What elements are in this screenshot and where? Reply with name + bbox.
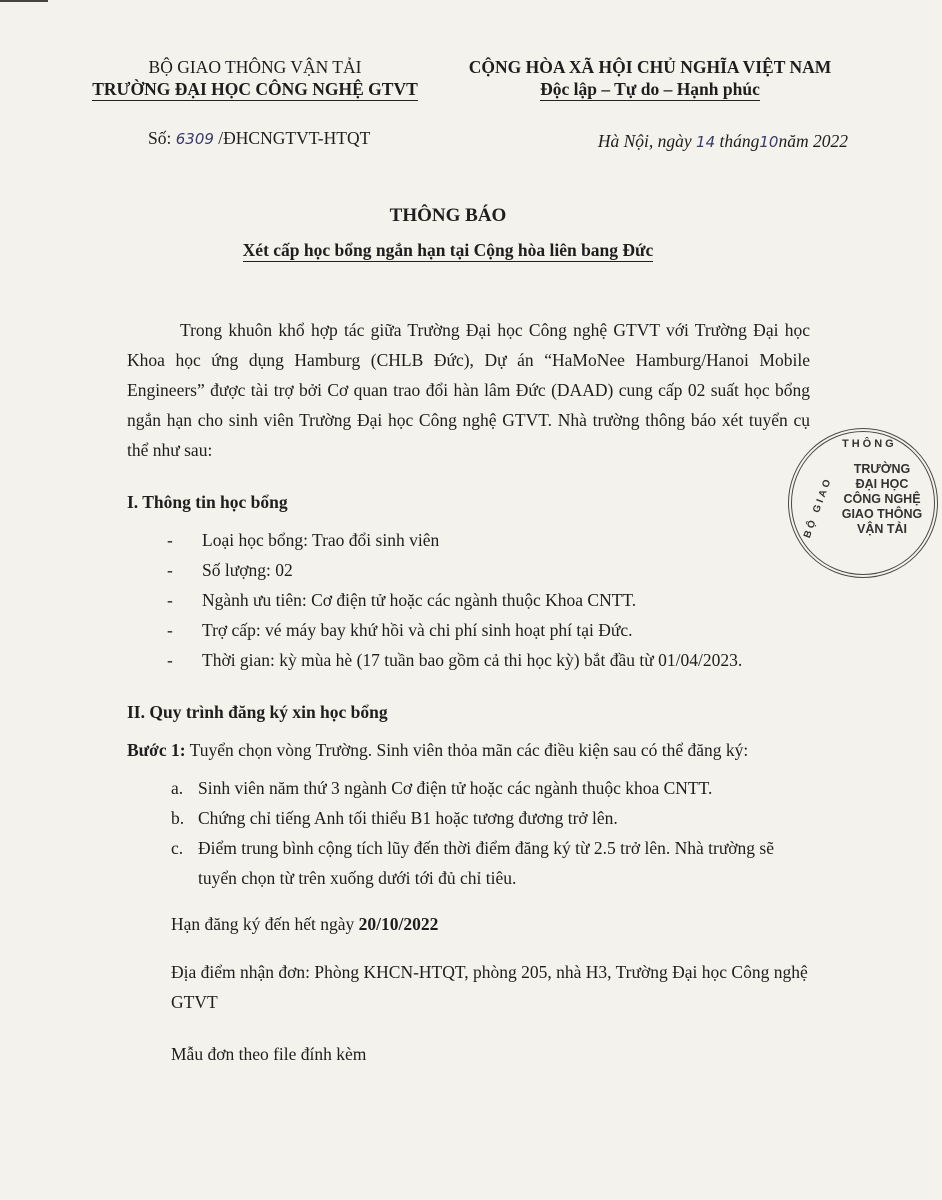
national-motto: Độc lập – Tự do – Hạnh phúc xyxy=(540,79,760,99)
item-text: Điểm trung bình cộng tích lũy đến thời điểm đăng ký từ 2.5 trở lên. Nhà trường sẽ tuyển chọn từ trên xuống dưới tới đủ chỉ tiêu. xyxy=(198,838,775,888)
stamp-line: CÔNG NGHỆ xyxy=(843,492,921,506)
subtitle-text: Xét cấp học bổng ngắn hạn tại Cộng hòa liên bang Đức xyxy=(242,240,654,260)
document-subtitle xyxy=(0,240,896,261)
list-item: - Ngành ưu tiên: Cơ điện tử hoặc các ngành thuộc Khoa CNTT. xyxy=(167,585,810,615)
date-month-label: tháng xyxy=(719,131,760,151)
number-value: 6309 xyxy=(175,130,214,148)
document-number xyxy=(148,128,370,149)
list-item: - Số lượng: 02 xyxy=(167,555,810,585)
step-label: Bước 1: xyxy=(127,740,186,760)
item-marker: a. xyxy=(171,778,184,798)
official-stamp xyxy=(788,428,938,578)
deadline-date: 20/10/2022 xyxy=(358,914,439,934)
list-item: - Trợ cấp: vé máy bay khứ hồi và chi phí sinh hoạt phí tại Đức. xyxy=(167,615,810,645)
stamp-line: TRƯỜNG xyxy=(853,462,911,476)
form-note: Mẫu đơn theo file đính kèm xyxy=(171,1044,367,1064)
stamp-line: GIAO THÔNG xyxy=(841,507,923,521)
submission-location: Địa điểm nhận đơn: Phòng KHCN-HTQT, phòng 205, nhà H3, Trường Đại học Công nghệ GTVT xyxy=(171,962,808,1012)
date-year-label: năm 2022 xyxy=(778,131,848,151)
list-item xyxy=(171,773,810,803)
country-name: CỘNG HÒA XÃ HỘI CHỦ NGHĨA VIỆT NAM xyxy=(468,57,832,77)
item-marker: b. xyxy=(171,808,185,828)
item-text: Sinh viên năm thứ 3 ngành Cơ điện tử hoặc các ngành thuộc khoa CNTT. xyxy=(198,778,713,798)
list-item: - Thời gian: kỳ mùa hè (17 tuần bao gồm cả thi học kỳ) bắt đầu từ 01/04/2023. xyxy=(167,645,810,675)
date-month: 10 xyxy=(759,133,779,151)
list-item xyxy=(171,833,810,893)
document-body xyxy=(127,315,810,1069)
ministry-name: BỘ GIAO THÔNG VẬN TẢI xyxy=(148,57,362,77)
university-name: TRƯỜNG ĐẠI HỌC CÔNG NGHỆ GTVT xyxy=(92,79,418,99)
document-date xyxy=(598,131,848,152)
number-label: Số: xyxy=(148,128,172,148)
step-1 xyxy=(127,735,810,765)
item-marker: c. xyxy=(171,838,184,858)
date-day: 14 xyxy=(696,133,716,151)
deadline-label: Hạn đăng ký đến hết ngày xyxy=(171,914,355,934)
step-text: Tuyển chọn vòng Trường. Sinh viên thỏa mãn các điều kiện sau có thể đăng ký: xyxy=(189,740,749,760)
scholarship-info-list xyxy=(127,525,810,675)
section2-heading: II. Quy trình đăng ký xin học bổng xyxy=(127,702,388,722)
date-prefix: Hà Nội, ngày xyxy=(597,131,692,151)
intro-paragraph: Trong khuôn khổ hợp tác giữa Trường Đại học Công nghệ GTVT với Trường Đại học Khoa học ứng dụng Hamburg (CHLB Đức), Dự án “HaMoNee Hamburg/Hanoi Mobile Engineers” được tài trợ bởi Cơ quan trao đổi hàn lâm Đức (DAAD) cung cấp 02 suất học bổng ngắn hạn cho sinh viên Trường Đại học Công nghệ GTVT. Nhà trường thông báo xét tuyển cụ thể như sau: xyxy=(127,320,810,460)
stamp-arc-top: THÔNG xyxy=(842,438,897,450)
deadline xyxy=(171,909,810,939)
list-item: - Loại học bổng: Trao đổi sinh viên xyxy=(167,525,810,555)
national-header xyxy=(450,56,850,100)
stamp-arc-left: BỘ GIAO xyxy=(802,475,835,540)
number-suffix: /ĐHCNGTVT-HTQT xyxy=(218,128,371,148)
document-title: THÔNG BÁO xyxy=(389,205,507,226)
conditions-list xyxy=(127,773,810,893)
list-item xyxy=(171,803,810,833)
agency-header xyxy=(70,56,440,100)
stamp-line: VẬN TẢI xyxy=(857,522,907,536)
stamp-line: ĐẠI HỌC xyxy=(855,477,909,491)
margin-mark xyxy=(0,0,48,5)
section1-heading: I. Thông tin học bổng xyxy=(127,492,288,512)
item-text: Chứng chỉ tiếng Anh tối thiểu B1 hoặc tương đương trở lên. xyxy=(198,808,618,828)
